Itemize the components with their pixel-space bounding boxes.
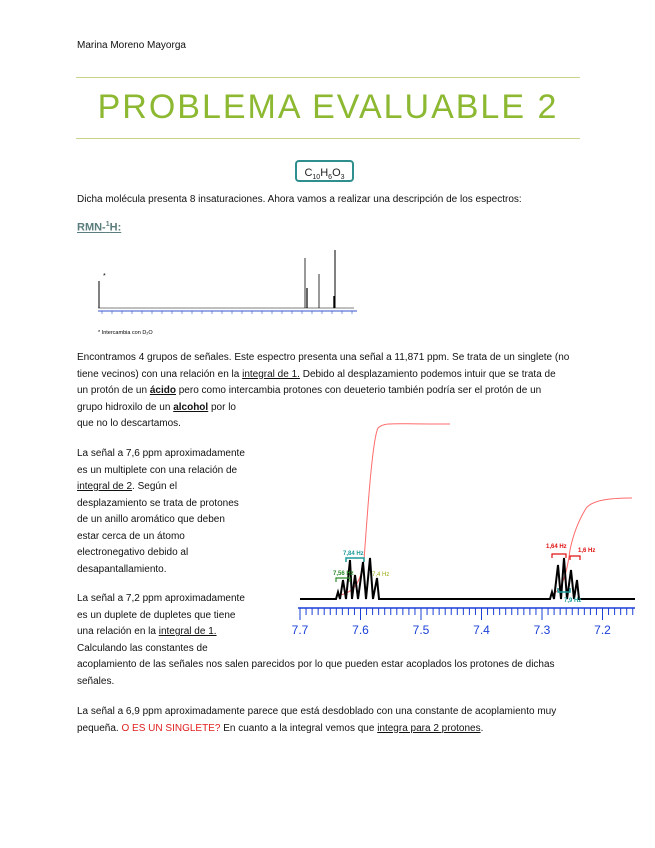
formula-h: H [320,167,329,179]
axis-tick-label: 7.7 [291,623,309,637]
zoomed-nmr-spectrum [280,410,640,640]
formula-o: O [332,167,341,179]
para1-line5: que no lo descartamos. [77,418,181,429]
small-footnote: * Intercambia con D₂O [98,330,153,336]
formula-o-count: 3 [340,174,345,182]
j-bracket-784 [346,558,364,562]
j-label-164: 1,64 Hz [546,544,567,550]
para1-line3: un protón de un ácido pero como intercambia protones con deueterio también podría ser el protón de un [77,385,542,396]
author-header: Marina Moreno Mayorga [77,40,186,51]
paragraph-2: La señal a 7,6 ppm aproximadamente es un multiplete con una relación de integral de 2. Según el desplazamiento se trata de protones de un anillo aromático que deben estar cerca de un átomo electronegativo debido al desapantallamiento. [77,448,245,575]
axis-tick-label: 7.4 [473,623,490,637]
j-label-16: 1,6 Hz [578,548,596,554]
integral-curve-7-6 [340,424,450,595]
para1-line4: grupo hidroxilo de un alcohol por lo [77,401,236,413]
axis-tick-label: 7.6 [352,623,369,637]
axis-tick-label: 7.3 [533,623,551,637]
small-peak-star: * [103,273,106,280]
axis-tick-label: 7.5 [412,623,430,637]
para1-line2: tiene vecinos) con una relación en la integral de 1. Debido al desplazamiento podemos intuir que se trata de [77,368,556,380]
j-label-79: 7,9 Hz [564,598,582,604]
section-heading-rmn: RMN-$^1$H: [77,221,122,234]
paragraph-4: La señal a 6,9 ppm aproximadamente parece que está desdoblado con una constante de acoplamiento muy pequeña. O ES UN SINGLETE? En cuanto a la integral vemos que integra para 2 protones. [77,706,557,734]
j-label-784: 7,84 Hz [343,551,364,557]
formula-c: C [304,167,313,179]
intro-text: Dicha molécula presenta 8 insaturaciones. Ahora vamos a realizar una descripción de los espectros: [77,194,522,205]
j-bracket-16 [570,556,580,560]
j-label-74: 7,4 Hz [372,572,390,578]
divider-top [76,77,580,78]
molecular-formula-box [295,160,354,182]
page-title: PROBLEMA EVALUABLE 2 [97,88,559,126]
small-nmr-spectrum [92,248,362,340]
paragraph-3: La señal a 7,2 ppm aproximadamente es un duplete de dupletes que tiene una relación en la integral de 1. Calculando las constantes de acoplamiento de las señales nos salen parecidos por lo que pueden estar acoplados los protones de dichas señales. [77,593,555,687]
divider-bottom [76,138,580,139]
formula-h-count: 6 [328,174,333,182]
formula-c-count: 10 [312,174,321,182]
para1-line1: Encontramos 4 grupos de señales. Este espectro presenta una señal a 11,871 ppm. Se trata de un singlete (no [77,352,570,363]
j-label-756: 7,56 Hz [333,571,354,577]
axis-tick-label: 7.2 [594,623,611,637]
j-bracket-164 [552,554,566,558]
